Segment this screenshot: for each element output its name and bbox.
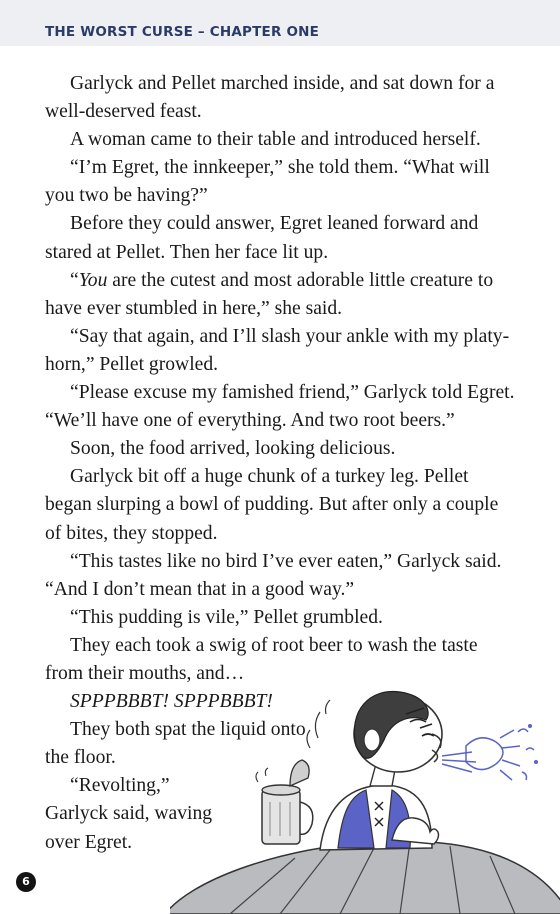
page-number: 6 — [16, 872, 36, 892]
paragraph: Soon, the food arrived, looking delicious. — [70, 438, 396, 460]
emphasis-text: You — [78, 269, 108, 291]
paragraph: “This pudding is vile,” Pellet grumbled. — [70, 606, 383, 628]
paragraph: “I’m Egret, the innkeeper,” she told them. “What will you two be having?” — [45, 157, 490, 207]
paragraph: They both spat the liquid onto the floor. — [45, 719, 306, 769]
paragraph-rest: are the cutest and most adorable little creature to have ever stumbled in here,” she said. — [45, 269, 494, 319]
character-spitting-drink-illustration — [170, 690, 560, 914]
paragraph — [45, 267, 515, 323]
paragraph: “This tastes like no bird I’ve ever eaten,” Garlyck said. “And I don’t mean that in a good way.” — [45, 550, 502, 600]
paragraph: Before they could answer, Egret leaned forward and stared at Pellet. Then her face lit up. — [45, 213, 479, 263]
paragraph: They each took a swig of root beer to wash the taste from their mouths, and… — [45, 634, 478, 684]
open-quote: “ — [70, 269, 79, 291]
paragraph: Garlyck bit off a huge chunk of a turkey leg. Pellet began slurping a bowl of pudding. But after only a couple of bites, they stopped. — [45, 466, 499, 544]
paragraph: “Say that again, and I’ll slash your ankle with my platy-horn,” Pellet growled. — [45, 325, 510, 375]
paragraph: “Revolting,” Garlyck said, waving over Egret. — [45, 775, 213, 853]
paragraph: A woman came to their table and introduced herself. — [70, 129, 481, 151]
paragraph: Garlyck and Pellet marched inside, and sat down for a well-deserved feast. — [45, 73, 495, 123]
running-header — [0, 0, 560, 46]
chapter-title: THE WORST CURSE – CHAPTER ONE — [45, 24, 320, 40]
sound-effect: SPPPBBBT! SPPPBBBT! — [70, 691, 273, 713]
paragraph: “Please excuse my famished friend,” Garlyck told Egret. “We’ll have one of everything. And two root beers.” — [45, 382, 515, 432]
